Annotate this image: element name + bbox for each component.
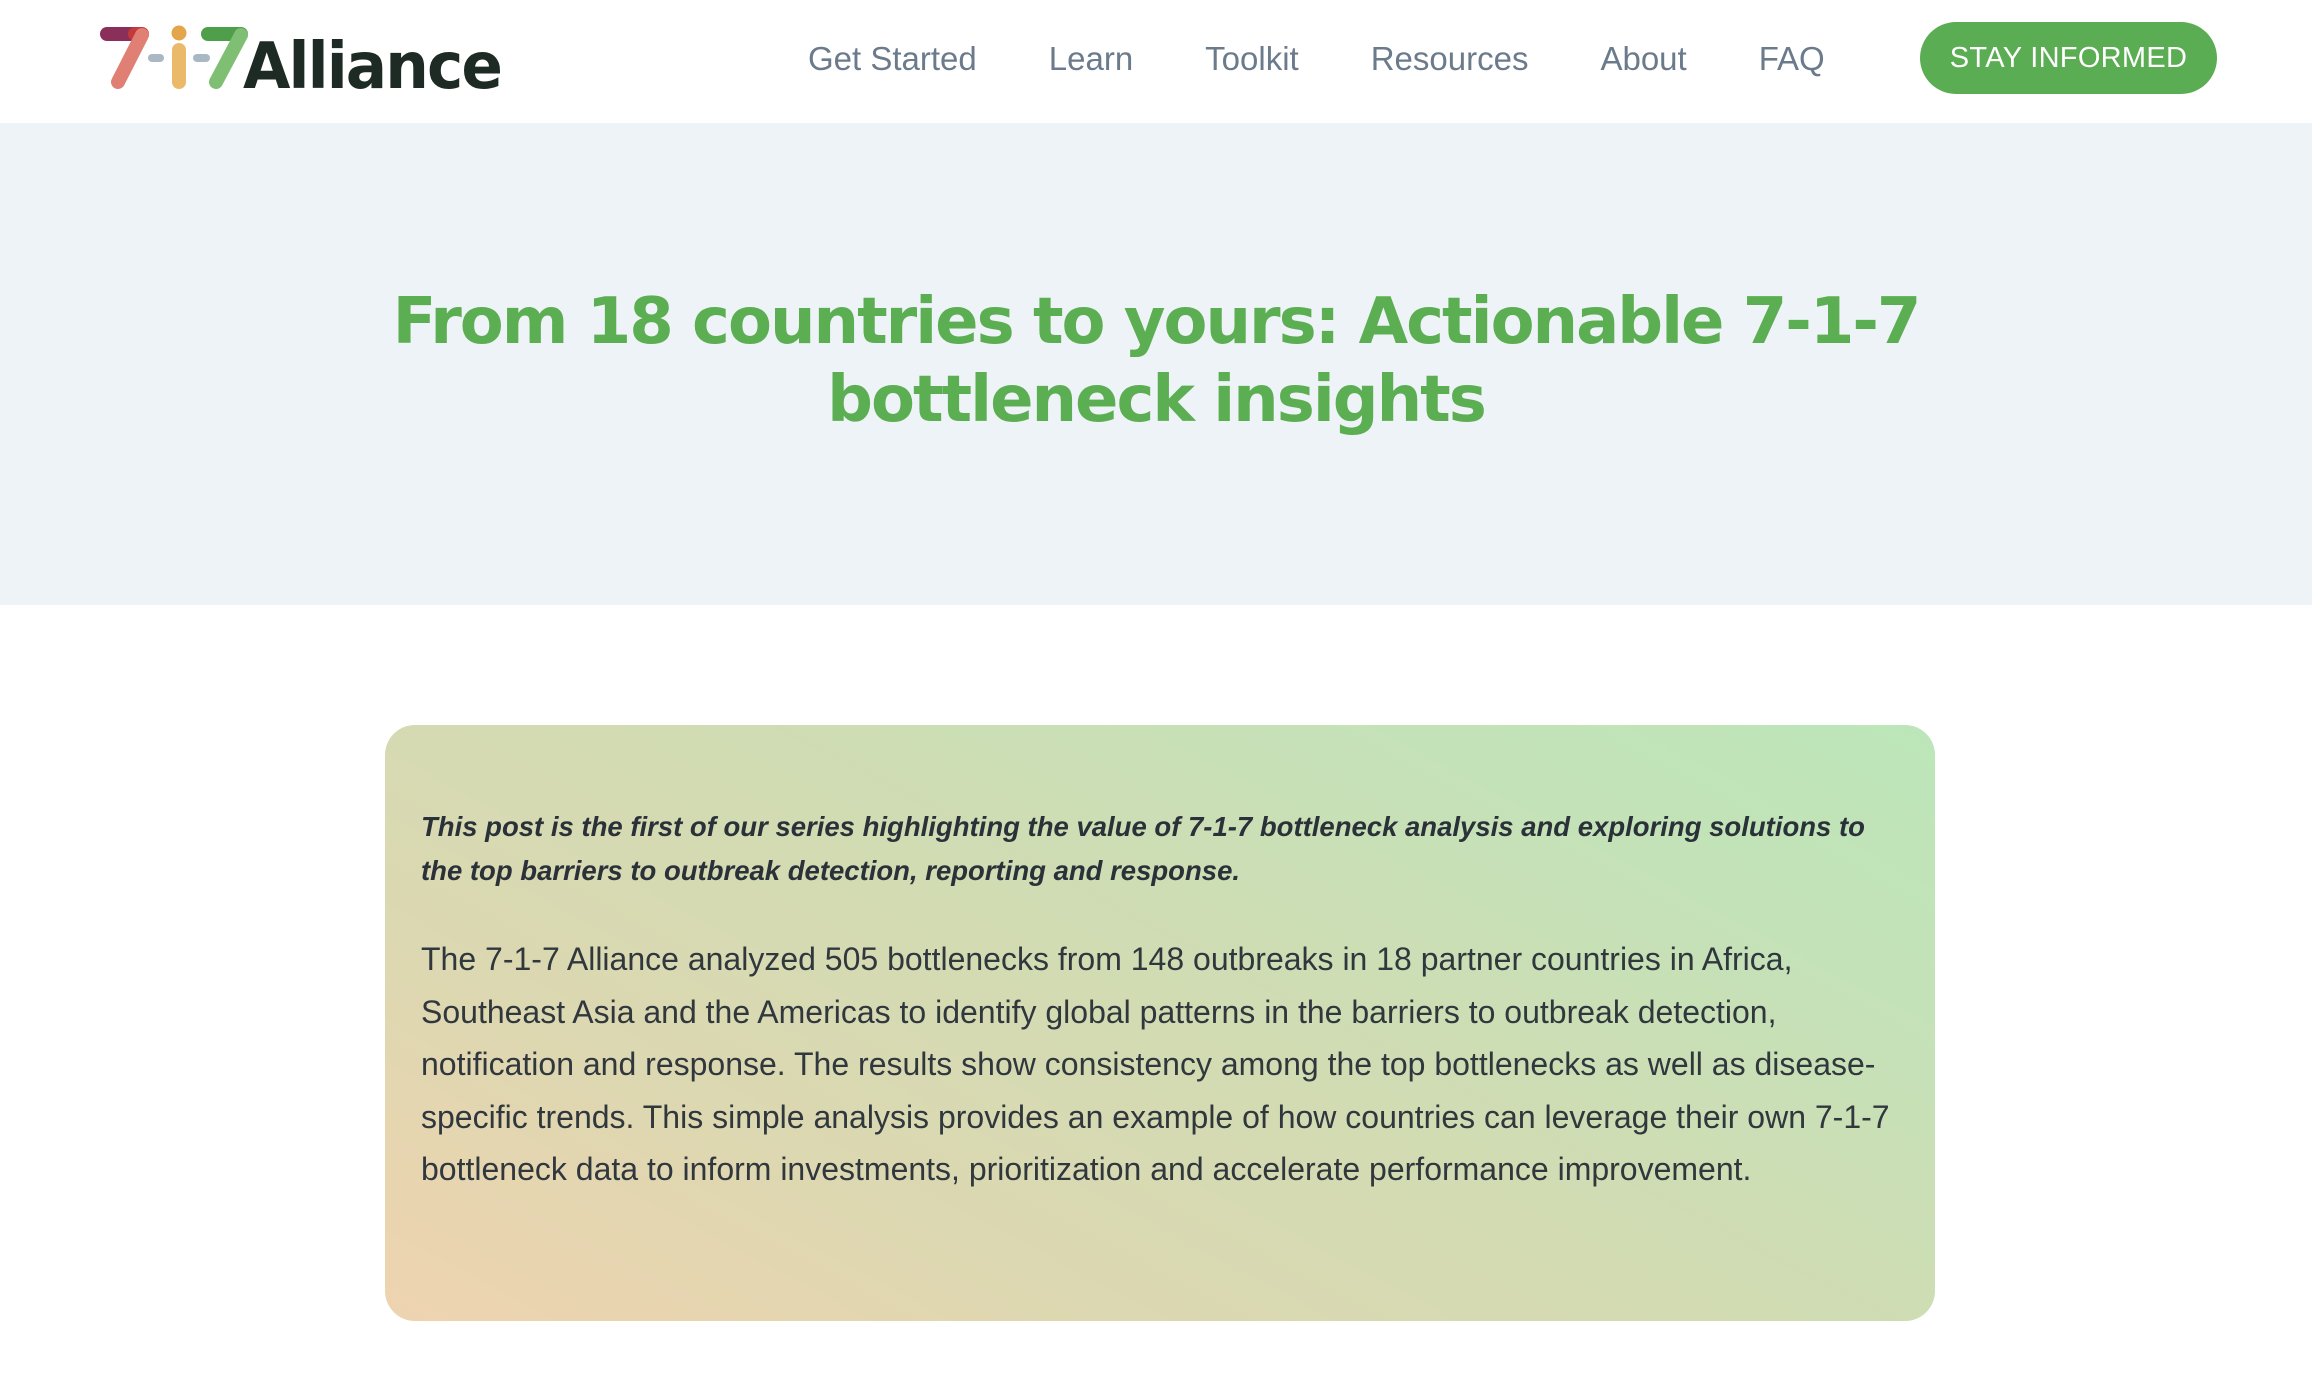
logo-mark (100, 20, 510, 100)
stay-informed-button[interactable]: STAY INFORMED (1920, 22, 2217, 94)
nav-link-faq[interactable]: FAQ (1758, 40, 1825, 77)
nav-link-about[interactable]: About (1600, 40, 1687, 77)
page-title: From 18 countries to yours: Actionable 7-1-7 bottleneck insights (392, 285, 1920, 437)
hero-banner (0, 123, 2312, 605)
site-logo[interactable] (100, 20, 510, 100)
logo-wordmark: Alliance (243, 30, 501, 100)
intro-card (385, 725, 1935, 1321)
nav-link-resources[interactable]: Resources (1370, 40, 1529, 77)
intro-lead: This post is the first of our series highlighting the value of 7-1-7 bottleneck analysis and exploring solutions to the top barriers to outbreak detection, reporting and response. (421, 811, 1865, 886)
nav-link-toolkit[interactable]: Toolkit (1205, 40, 1299, 77)
nav-link-learn[interactable]: Learn (1048, 40, 1134, 77)
main-nav (808, 0, 1825, 118)
nav-link-get-started[interactable]: Get Started (808, 40, 977, 77)
site-header (0, 0, 2312, 123)
intro-body: The 7-1-7 Alliance analyzed 505 bottlenecks from 148 outbreaks in 18 partner countries in Africa, Southeast Asia and the Americas to identify global patterns in the barriers to outbreak detection, notification and response. The results show consistency among the top bottlenecks as well as disease-specific trends. This simple analysis provides an example of how countries can leverage their own 7-1-7 bottleneck data to inform investments, prioritization and accelerate performance improvement. (421, 941, 1890, 1187)
